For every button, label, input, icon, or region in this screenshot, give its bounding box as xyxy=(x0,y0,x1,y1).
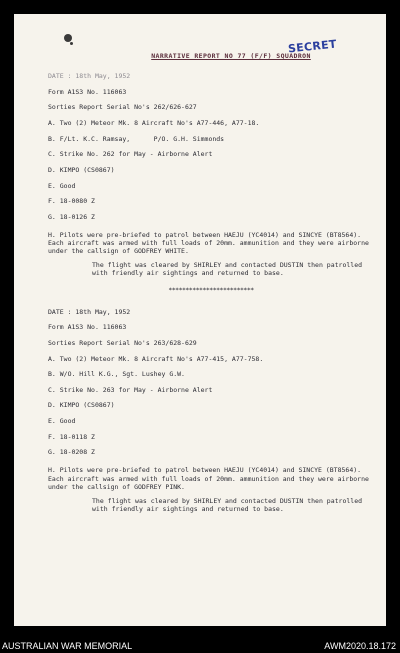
report-date: DATE : 18th May, 1952 xyxy=(48,307,131,316)
item-h-continued: The flight was cleared by SHIRLEY and contacted DUSTIN then patrolled with friendly air sightings and returned to base. xyxy=(92,496,363,513)
report-section-2 xyxy=(48,308,374,513)
item-e: E. Good xyxy=(48,181,76,190)
item-h: H. Pilots were pre-briefed to patrol between HAEJU (YC4014) and SINCYE (BT8564). Each aircraft was armed with full loads of 20mm. ammunition and they were airborne under the callsign of GODFREY PINK. xyxy=(48,466,369,491)
punch-hole-small-icon xyxy=(70,42,73,45)
item-a: A. Two (2) Meteor Mk. 8 Aircraft No's A77-446, A77-18. xyxy=(48,119,260,127)
item-b: B. W/O. Hill K.G., Sgt. Lushey G.W. xyxy=(48,370,185,379)
section-separator: ************************* xyxy=(168,285,254,294)
item-g: G. 18-0208 Z xyxy=(48,448,95,457)
form-number: Form A1S3 No. 116063 xyxy=(48,323,127,332)
footer-institution: AUSTRALIAN WAR MEMORIAL xyxy=(2,641,133,651)
sorties-serial: Sorties Report Serial No's 262/626-627 xyxy=(48,103,197,112)
report-title: NARRATIVE REPORT NO 77 (F/F) SQUADRON xyxy=(151,52,311,60)
item-f: F. 18-0118 Z xyxy=(48,432,95,441)
punch-hole-icon xyxy=(64,34,72,42)
item-h: H. Pilots were pre-briefed to patrol between HAEJU (YC4014) and SINCYE (BT8564). Each aircraft was armed with full loads of 20mm. ammunition and they were airborne under the callsign of GODFREY WHITE. xyxy=(48,230,369,256)
sorties-serial: Sorties Report Serial No's 263/628-629 xyxy=(48,338,197,347)
item-a: A. Two (2) Meteor Mk. 8 Aircraft No's A77-415, A77-758. xyxy=(48,354,264,363)
item-d: D. KIMPO (CS0867) xyxy=(48,401,115,410)
item-h-continued: The flight was cleared by SHIRLEY and contacted DUSTIN then patrolled with friendly air sightings and returned to base. xyxy=(92,261,363,278)
footer-accession-number: AWM2020.18.172 xyxy=(324,641,396,651)
item-b: B. F/Lt. K.C. Ramsay, P/O. G.H. Simmonds xyxy=(48,134,225,143)
report-section-1 xyxy=(48,72,374,277)
document-page xyxy=(14,14,386,626)
secret-stamp: SECRET xyxy=(287,37,338,56)
item-c: C. Strike No. 262 for May - Airborne Alert xyxy=(48,150,213,159)
archive-footer xyxy=(0,640,400,653)
item-c: C. Strike No. 263 for May - Airborne Alert xyxy=(48,385,213,394)
report-date: DATE : 18th May, 1952 xyxy=(48,72,131,81)
item-f: F. 18-0080 Z xyxy=(48,197,95,206)
item-d: D. KIMPO (CS0867) xyxy=(48,165,115,174)
item-e: E. Good xyxy=(48,417,76,425)
item-g: G. 18-0126 Z xyxy=(48,212,95,221)
form-number: Form A1S3 No. 116063 xyxy=(48,87,127,96)
